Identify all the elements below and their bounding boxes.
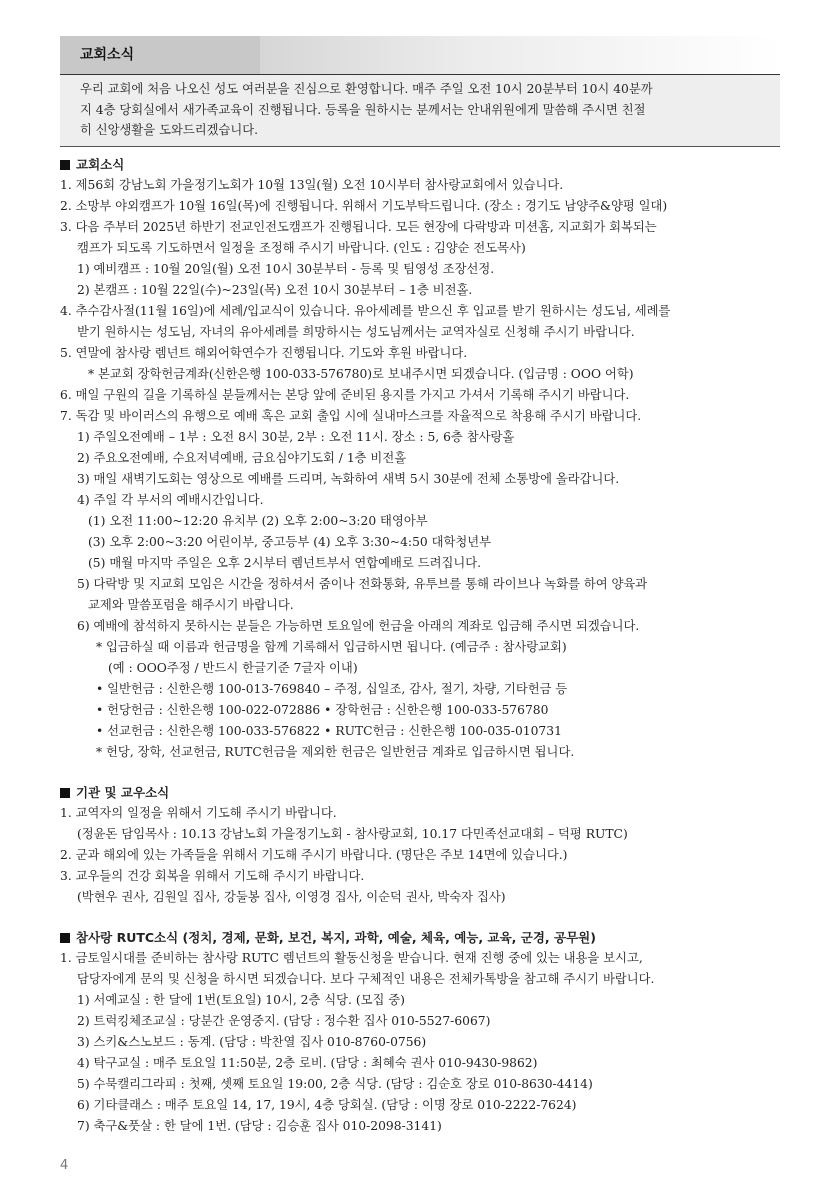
section-heading-text: 기관 및 교우소식 — [76, 784, 170, 800]
news-line: 1. 금토일시대를 준비하는 참사랑 RUTC 렘넌트의 활동신청을 받습니다. 현재 진행 중에 있는 내용을 보시고, — [60, 950, 643, 965]
news-line: 1) 서예교실 : 한 달에 1번(토요일) 10시, 2층 식당. (모집 중) — [77, 992, 405, 1007]
news-line: 6) 기타클래스 : 매주 토요일 14, 17, 19시, 4층 당회실. (담당 : 이명 장로 010-2222-7624) — [77, 1097, 577, 1112]
banner-gradient — [260, 36, 780, 74]
news-line: (3) 오후 2:00~3:20 어린이부, 중고등부 (4) 오후 3:30~4:50 대학청년부 — [88, 534, 492, 549]
news-line: (1) 오전 11:00~12:20 유치부 (2) 오후 2:00~3:20 태영아부 — [88, 513, 428, 528]
welcome-line: 지 4층 당회실에서 새가족교육이 진행됩니다. 등록을 원하시는 분께서는 안내위원에게 말씀해 주시면 친절 — [80, 102, 646, 117]
news-line: 1) 주일오전예배 – 1부 : 오전 8시 30분, 2부 : 오전 11시. 장소 : 5, 6층 참사랑홀 — [77, 429, 515, 444]
news-line: 받기 원하시는 성도님, 자녀의 유아세례를 희망하시는 성도님께서는 교역자실로 신청해 주시기 바랍니다. — [77, 324, 635, 339]
news-line: (정윤돈 담임목사 : 10.13 강남노회 가을정기노회 - 참사랑교회, 10.17 다민족선교대회 – 덕평 RUTC) — [77, 826, 628, 841]
section-heading — [60, 928, 780, 948]
news-line: 1) 예비캠프 : 10월 20일(월) 오전 10시 30분부터 - 등록 및 팀영성 조장선정. — [77, 261, 495, 276]
welcome-box — [60, 74, 780, 147]
news-line: 4) 탁구교실 : 매주 토요일 11:50분, 2층 로비. (담당 : 최혜숙 권사 010-9430-9862) — [77, 1055, 538, 1070]
news-line: 3. 다음 주부터 2025년 하반기 전교인전도캠프가 진행됩니다. 모든 현장에 다락방과 미션홈, 지교회가 회복되는 — [60, 219, 657, 234]
news-line: 2) 주요오전예배, 수요저녁예배, 금요심야기도회 / 1층 비전홀 — [77, 450, 407, 465]
news-line: (예 : OOO주정 / 반드시 한글기준 7글자 이내) — [108, 660, 358, 675]
news-line: 3) 매일 새벽기도회는 영상으로 예배를 드리며, 녹화하여 새벽 5시 30분에 전체 소통방에 올라갑니다. — [77, 471, 620, 486]
welcome-line: 우리 교회에 처음 나오신 성도 여러분을 진심으로 환영합니다. 매주 주일 오전 10시 20분부터 10시 40분까 — [80, 82, 653, 96]
news-line: 4. 추수감사절(11월 16일)에 세례/입교식이 있습니다. 유아세례를 받으신 후 입교를 받기 원하시는 성도님, 세례를 — [60, 303, 671, 318]
square-bullet-icon — [60, 788, 70, 798]
news-line: 1. 교역자의 일정을 위해서 기도해 주시기 바랍니다. — [60, 805, 337, 820]
news-line: (박현우 권사, 김원일 집사, 강둘봉 집사, 이영경 집사, 이순덕 권사, 박숙자 집사) — [77, 889, 506, 904]
section-heading — [60, 783, 780, 803]
banner-title: 교회소식 — [80, 47, 135, 63]
news-line: (5) 매월 마지막 주일은 오후 2시부터 렘넌트부서 연합예배로 드려집니다. — [88, 555, 482, 570]
news-line: • 선교헌금 : 신한은행 100-033-576822 • RUTC헌금 : 신한은행 100-035-010731 — [96, 723, 562, 738]
news-line: 2. 군과 해외에 있는 가족들을 위해서 기도해 주시기 바랍니다. (명단은 주보 14면에 있습니다.) — [60, 847, 568, 862]
news-line: 7) 축구&풋살 : 한 달에 1번. (담당 : 김승훈 집사 010-2098-3141) — [77, 1118, 442, 1133]
news-line: 캠프가 되도록 기도하면서 일정을 조정해 주시기 바랍니다. (인도 : 김양순 전도목사) — [77, 240, 526, 255]
news-line: 6. 매일 구원의 길을 기록하실 분들께서는 본당 앞에 준비된 용지를 가지고 가셔서 기록해 주시기 바랍니다. — [60, 387, 630, 402]
news-line: 3) 스키&스노보드 : 동계. (담당 : 박찬열 집사 010-8760-0756) — [77, 1034, 427, 1049]
news-line: 4) 주일 각 부서의 예배시간입니다. — [77, 492, 264, 507]
news-line: 5) 다락방 및 지교회 모임은 시간을 정하셔서 줌이나 전화통화, 유투브를 통해 라이브나 녹화를 하여 양육과 — [77, 576, 648, 591]
section-banner — [60, 36, 780, 74]
page-number: 4 — [60, 1158, 69, 1173]
news-line: * 입금하실 때 이름과 헌금명을 함께 기록해서 입금하시면 됩니다. (예금주 : 참사랑교회) — [96, 639, 567, 654]
news-line: 2) 본캠프 : 10월 22일(수)~23일(목) 오전 10시 30분부터 – 1층 비전홀. — [77, 282, 473, 297]
news-line: • 헌당헌금 : 신한은행 100-022-072886 • 장학헌금 : 신한은행 100-033-576780 — [96, 702, 549, 717]
news-line: 담당자에게 문의 및 신청을 하시면 되겠습니다. 보다 구체적인 내용은 전체카톡방을 참고해 주시기 바랍니다. — [77, 971, 655, 986]
news-line: 2) 트럭킹체조교실 : 당분간 운영중지. (담당 : 정수환 집사 010-5527-6067) — [77, 1013, 491, 1028]
news-line: 7. 독감 및 바이러스의 유행으로 예배 혹은 교회 출입 시에 실내마스크를 자율적으로 착용해 주시기 바랍니다. — [60, 408, 642, 423]
square-bullet-icon — [60, 933, 70, 943]
news-line: 1. 제56회 강남노회 가을정기노회가 10월 13일(월) 오전 10시부터 참사랑교회에서 있습니다. — [60, 177, 564, 192]
section-heading-text: 참사랑 RUTC소식 (정치, 경제, 문화, 보건, 복지, 과학, 예술, 체육, 예능, 교육, 군경, 공무원) — [76, 929, 596, 945]
section-heading-text: 교회소식 — [76, 156, 125, 172]
news-line: 5) 수묵캘리그라피 : 첫째, 셋째 토요일 19:00, 2층 식당. (담당 : 김순호 장로 010-8630-4414) — [77, 1076, 593, 1091]
news-line: * 헌당, 장학, 선교헌금, RUTC헌금을 제외한 헌금은 일반헌금 계좌로 입금하시면 됩니다. — [96, 744, 575, 759]
news-line: 3. 교우들의 건강 회복을 위해서 기도해 주시기 바랍니다. — [60, 868, 365, 883]
news-sections — [60, 155, 780, 1137]
bulletin-page — [60, 36, 780, 1137]
square-bullet-icon — [60, 160, 70, 170]
welcome-line: 히 신앙생활을 도와드리겠습니다. — [80, 123, 259, 137]
news-line: * 본교회 장학헌금계좌(신한은행 100-033-576780)로 보내주시면 되겠습니다. (입금명 : OOO 어학) — [88, 366, 634, 381]
section-heading — [60, 155, 780, 175]
news-line: • 일반헌금 : 신한은행 100-013-769840 – 주정, 십일조, 감사, 절기, 차량, 기타헌금 등 — [96, 681, 568, 696]
news-line: 5. 연말에 참사랑 렘넌트 해외어학연수가 진행됩니다. 기도와 후원 바랍니다. — [60, 345, 468, 360]
news-line: 2. 소망부 야외캠프가 10월 16일(목)에 진행됩니다. 위해서 기도부탁드립니다. (장소 : 경기도 남양주&양평 일대) — [60, 198, 668, 213]
news-line: 교제와 말씀포럼을 해주시기 바랍니다. — [88, 597, 294, 612]
news-line: 6) 예배에 참석하지 못하시는 분들은 가능하면 토요일에 헌금을 아래의 계좌로 입금해 주시면 되겠습니다. — [77, 618, 640, 633]
